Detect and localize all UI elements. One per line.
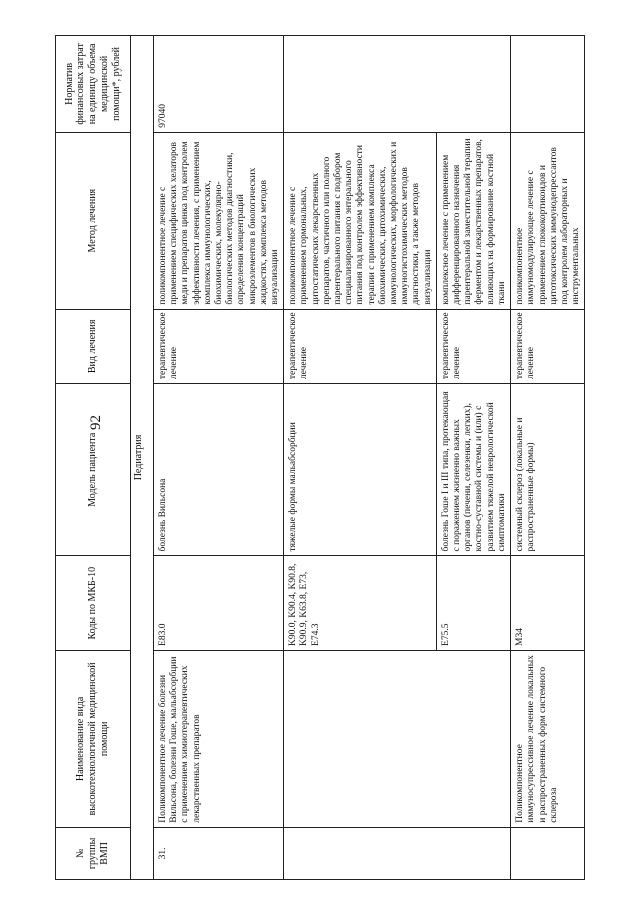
row-group-number xyxy=(511,827,585,879)
row-treatment-type: терапевтическое лечение xyxy=(436,309,510,384)
row-icd-codes: E83.0 xyxy=(154,556,284,651)
row-financial-norm xyxy=(436,36,510,133)
row-icd-codes: K90.0, K90.4, K90.8, K90.9, K63.8, E73, E74.3 xyxy=(284,556,437,651)
table-row xyxy=(284,36,437,880)
table-row xyxy=(436,36,510,880)
row-care-type-name xyxy=(284,650,437,827)
row-treatment-type: терапевтическое лечение xyxy=(154,309,284,384)
row-care-type-name: Поликомпонентное лечение болезни Вильсона, болезни Гоше, мальабсорбции с применением химиотерапевтических лекарственных препаратов xyxy=(154,650,284,827)
header-group-number: № группы ВМП xyxy=(56,827,131,879)
page-number: 92 xyxy=(88,415,104,430)
row-treatment-method: поликомпонентное иммуномодулирующее лечение с применением глюкокортикоидов и цитотоксических иммунодепрессантов под контролем лабораторных и инструментальных xyxy=(511,132,585,309)
row-patient-model: болезнь Гоше I и III типа, протекающая с поражением жизненно важных органов (печени, селезенки, легких), костно-суставной системы и (или) с развитием тяжелой неврологической симптоматики xyxy=(436,384,510,556)
row-icd-codes: E75.5 xyxy=(436,556,510,651)
table-row xyxy=(511,36,585,880)
section-row xyxy=(131,36,154,880)
row-treatment-method: поликомпонентное лечение с применением специфических хелаторов меди и препаратов цинка под контролем эффективности лечения, с применением комплекса иммунологических, биохимических, молекулярно-биологических методов диагностики, определения концентраций микроэлементов в биологических жидкостях, комплекса методов визуализации xyxy=(154,132,284,309)
section-title: Педиатрия xyxy=(131,36,154,880)
row-treatment-type: терапевтическое лечение xyxy=(284,309,437,384)
rotated-table-page xyxy=(55,35,630,880)
row-group-number xyxy=(284,827,437,879)
table-header-row xyxy=(56,36,131,880)
row-care-type-name: Поликомпонентное иммуносупрессивное лечение локальных и распространенных форм системного склероза xyxy=(511,650,585,827)
row-treatment-type: терапевтическое лечение xyxy=(511,309,585,384)
row-group-number xyxy=(436,827,510,879)
row-financial-norm: 97040 xyxy=(154,36,284,133)
row-patient-model: болезнь Вильсона xyxy=(154,384,284,556)
header-financial-norm: Норматив финансовых затрат на единицу объема медицинской помощи*, рублей xyxy=(56,36,131,133)
table-row xyxy=(154,36,284,880)
row-patient-model: системный склероз (локальные и распространенные формы) xyxy=(511,384,585,556)
header-icd-codes: Коды по МКБ-10 xyxy=(56,556,131,651)
header-care-type-name: Наименование вида высокотехнологичной медицинской помощи xyxy=(56,650,131,827)
row-treatment-method: комплексное лечение с применением дифференцированного назначения парентеральной заместительной терапии ферментом и лекарственных препаратов, влияющих на формирование костной ткани xyxy=(436,132,510,309)
row-treatment-method: поликомпонентное лечение с применением гормональных, цитостатических лекарственных препаратов, частичного или полного парентерального питания с подбором специализированного энтерального питания под контролем эффективности терапии с применением комплекса биохимических, цитохимических, иммунологических, морфологических и иммуногистохимических методов диагностики, а также методов визуализации xyxy=(284,132,437,309)
row-financial-norm xyxy=(511,36,585,133)
row-financial-norm xyxy=(284,36,437,133)
row-care-type-name xyxy=(436,650,510,827)
row-group-number: 31. xyxy=(154,827,284,879)
header-treatment-method: Метод лечения xyxy=(56,132,131,309)
row-icd-codes: M34 xyxy=(511,556,585,651)
medical-care-table xyxy=(55,35,585,880)
row-patient-model: тяжелые формы мальабсорбции xyxy=(284,384,437,556)
header-treatment-type: Вид лечения xyxy=(56,309,131,384)
header-patient-model: Модель пациента xyxy=(56,384,131,556)
